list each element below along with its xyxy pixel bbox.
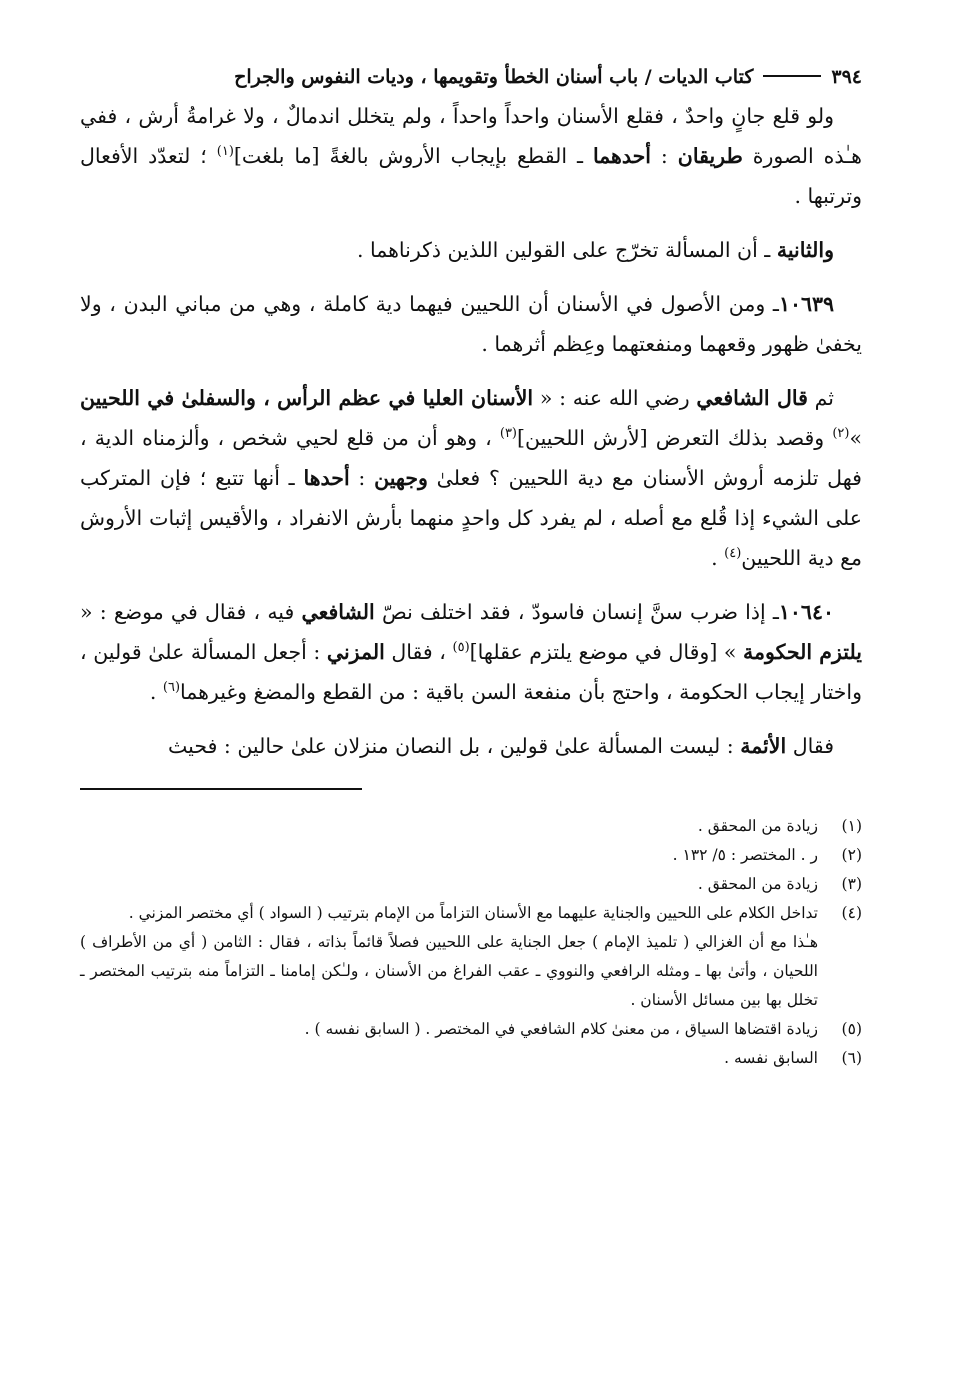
footnote-ref[interactable]: (٦) xyxy=(162,680,181,696)
footnote-text: زيادة اقتضاها السياق ، من معنىٰ كلام الشافعي في المختصر . ( السابق نفسه ) . xyxy=(304,1020,818,1038)
text-run: ـ أنها تتبع ؛ فإن المتركب على الشيء إذا قُلع مع أصله ، لم يفرد كل واحدٍ منهما بأرش الانفراد ، والأقيس إثبات الأروش مع دية اللحيين xyxy=(80,466,862,570)
bold-term: المزني xyxy=(326,640,385,664)
footnote-text: زيادة من المحقق . xyxy=(697,817,818,835)
issue-number: ١٠٦٣٩ xyxy=(778,292,834,316)
text-run: ، فقال xyxy=(391,640,446,664)
footnote-1 xyxy=(80,812,862,841)
page-number: ٣٩٤ xyxy=(831,66,862,88)
paragraph-3 xyxy=(80,284,862,364)
header-rule xyxy=(763,75,821,77)
bold-quote: الأسنان العليا في عظم الرأس ، والسفلىٰ في اللحيين xyxy=(80,386,534,410)
text-run: : أجعل المسألة علىٰ قولين ، واختار إيجاب الحكومة ، واحتج بأن منفعة السن باقية : من القطع والمضغ وغيرهما xyxy=(80,640,862,704)
text-run: ؛ لتعدّد الأفعال وترتبها . xyxy=(80,144,862,208)
text-run: فيه ، فقال في موضع : « xyxy=(80,600,295,624)
text-run: ـ القطع بإيجاب الأروش بالغةً [ما بلغت] xyxy=(233,144,583,168)
paragraph-6 xyxy=(80,726,862,766)
footnote-text: زيادة من المحقق . xyxy=(697,875,818,893)
bold-term: وجهين xyxy=(374,466,428,490)
footnote-number: (٦) xyxy=(841,1049,862,1067)
issue-number: ١٠٦٤٠ xyxy=(778,600,834,624)
text-run: : xyxy=(358,466,366,490)
footnote-number: (٢) xyxy=(841,846,862,864)
footnote-2 xyxy=(80,841,862,870)
bold-term: طريقان xyxy=(677,144,743,168)
header-title: كتاب الديات / باب أسنان الخطأ وتقويمها ، وديات النفوس والجراح xyxy=(234,66,754,88)
footnote-text: السابق نفسه . xyxy=(724,1049,818,1067)
footnote-3 xyxy=(80,870,862,899)
text-run: ، وهو أن من قلع لحيي شخص ، وألزمناه الدية ، فهل تلزمه أروش الأسنان مع دية اللحيين ؟ فعلىٰ xyxy=(80,426,862,490)
text-run: : ليست المسألة علىٰ قولين ، بل النصان منزلان علىٰ حالين : فحيث xyxy=(168,734,734,758)
footnote-ref[interactable]: (٣) xyxy=(499,426,517,442)
bold-term: أحدها xyxy=(303,466,350,490)
book-page xyxy=(80,62,862,1073)
paragraph-4 xyxy=(80,378,862,578)
footnote-number: (١) xyxy=(841,817,862,835)
footnote-number: (٤) xyxy=(841,904,862,922)
footnote-5 xyxy=(80,1015,862,1044)
paragraph-5 xyxy=(80,592,862,712)
footnote-number: (٣) xyxy=(841,875,862,893)
footnote-text: ر . المختصر : ٥/ ١٣٢ . xyxy=(672,846,818,864)
footnote-ref[interactable]: (٢) xyxy=(832,426,850,442)
text-run: ولو قلع جانٍ واحدٌ ، فقلع الأسنان واحداً واحداً ، ولم يتخلل اندمالٌ ، ولا غرامةُ أرش ، ففي هـٰذه الصورة xyxy=(80,104,862,168)
paragraph-2 xyxy=(80,230,862,270)
text-run: : xyxy=(660,144,668,168)
text-run: . xyxy=(149,680,157,704)
text-run: ـ أن المسألة تخرّج على القولين اللذين ذكرناهما . xyxy=(356,238,771,262)
footnote-4 xyxy=(80,899,862,928)
text-run: وقصد بذلك التعرض [لأرش اللحيين] xyxy=(517,426,825,450)
bold-term: والثانية xyxy=(776,238,834,262)
text-run: » [وقال في موضع يلتزم عقلها] xyxy=(469,640,737,664)
text-run: ـ ومن الأصول في الأسنان أن اللحيين فيهما دية كاملة ، وهي من مباني البدن ، ولا يخفىٰ ظهور وقعهما ومنفعتهما وعِظم أثرهما . xyxy=(80,292,862,356)
text-run: فقال xyxy=(792,734,834,758)
footnote-ref[interactable]: (١) xyxy=(216,144,234,160)
footnotes xyxy=(80,812,862,1073)
bold-term: قال الشافعي xyxy=(696,386,808,410)
bold-term: أحدهما xyxy=(592,144,651,168)
footnote-separator xyxy=(80,788,362,790)
footnote-text: تداخل الكلام على اللحيين والجناية عليهما مع الأسنان التزاماً من الإمام بترتيب ( السواد ) أي مختصر المزني . xyxy=(128,904,818,922)
text-run: رضي الله عنه : « xyxy=(539,386,690,410)
paragraph-1 xyxy=(80,96,862,216)
footnote-6 xyxy=(80,1044,862,1073)
footnote-4-continuation: هـٰذا مع أن الغزالي ( تلميذ الإمام ) جعل الجناية على اللحيين فصلاً قائماً بذاته ، فقال : الثامن ( أي من الأطراف ) اللحيان ، وأتىٰ بها ـ ومثله الرافعي والنووي ـ عقب الفراغ من الأسنان ، ولـٰكن إمامنا ـ التزاماً منه بترتيب المختصر ـ تخلل بها بين مسائل الأسنان . xyxy=(80,933,818,1009)
text-run: » xyxy=(849,426,862,450)
bold-term: الشافعي xyxy=(301,600,375,624)
footnote-number: (٥) xyxy=(841,1020,862,1038)
footnote-ref[interactable]: (٥) xyxy=(452,640,470,656)
text-run: ـ إذا ضرب سنَّ إنسان فاسودّ ، فقد اختلف نصّ xyxy=(381,600,779,624)
text-run: ثم xyxy=(814,386,834,410)
text-run: . xyxy=(711,546,718,570)
footnote-ref[interactable]: (٤) xyxy=(724,546,742,562)
running-header xyxy=(80,62,862,96)
bold-quote: يلتزم الحكومة xyxy=(743,640,862,664)
main-text xyxy=(80,96,862,766)
bold-term: الأئمة xyxy=(740,734,787,758)
